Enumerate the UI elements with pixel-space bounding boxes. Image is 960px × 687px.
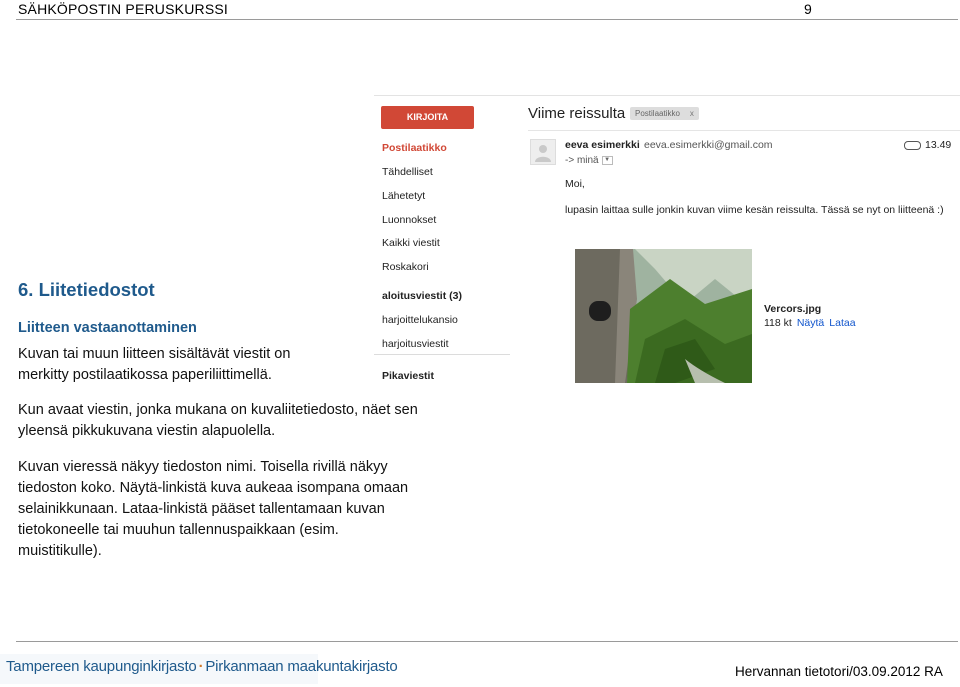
para2-line-1: Kun avaat viestin, jonka mukana on kuvaliitetiedosto, näet sen	[18, 402, 418, 418]
view-link[interactable]: Näytä	[796, 317, 825, 329]
label-remove-icon[interactable]: x	[689, 109, 694, 118]
gmail-screenshot	[374, 95, 960, 385]
logo-text-right: Pirkanmaan maakuntakirjasto	[205, 658, 398, 675]
sender-email: eeva.esimerkki@gmail.com	[644, 139, 773, 151]
para3-line-1: Kuvan vieressä näkyy tiedoston nimi. Toisella rivillä näkyy	[18, 459, 388, 475]
nav-item-sent[interactable]: Lähetetyt	[382, 190, 426, 202]
download-link[interactable]: Lataa	[829, 317, 856, 329]
message-greeting: Moi,	[565, 178, 585, 190]
label-chip[interactable]	[630, 107, 699, 120]
nav-item-harjoitusviestit[interactable]: harjoitusviestit	[382, 338, 449, 350]
nav-item-inbox[interactable]: Postilaatikko	[382, 142, 447, 154]
logo-text-left: Tampereen kaupunginkirjasto	[6, 658, 197, 675]
mountain-photo	[575, 249, 752, 383]
compose-button[interactable]: KIRJOITA	[381, 106, 474, 129]
page-number: 9	[804, 1, 812, 17]
message-time: 13.49	[925, 139, 952, 151]
message-subject: Viime reissulta	[528, 105, 626, 122]
section-subheading: Liitteen vastaanottaminen	[18, 320, 197, 336]
nav-item-chat[interactable]: Pikaviestit	[382, 370, 434, 382]
recipient-line	[565, 155, 613, 166]
nav-item-aloitusviestit[interactable]: aloitusviestit (3)	[382, 290, 462, 302]
details-dropdown-icon[interactable]: ▼	[602, 156, 613, 165]
document-header-title: SÄHKÖPOSTIN PERUSKURSSI	[18, 1, 228, 17]
footer-divider	[16, 641, 958, 642]
nav-item-trash[interactable]: Roskakori	[382, 261, 429, 273]
para3-line-4: tietokoneelle tai muuhun tallennuspaikkaan (esim.	[18, 522, 339, 538]
nav-item-all-mail[interactable]: Kaikki viestit	[382, 237, 440, 249]
intro-line-2: merkitty postilaatikossa paperiliittimellä.	[18, 367, 272, 383]
attachment-filename: Vercors.jpg	[764, 303, 822, 315]
paperclip-icon	[904, 141, 921, 150]
para2-line-2: yleensä pikkukuvana viestin alapuolella.	[18, 423, 276, 439]
sender-name[interactable]: eeva esimerkki	[565, 139, 640, 151]
para3-line-2: tiedoston koko. Näytä-linkistä kuva aukeaa isompana omaan	[18, 480, 409, 496]
sender-avatar	[530, 139, 556, 165]
header-divider	[16, 19, 958, 20]
screenshot-top-border	[374, 95, 960, 96]
intro-line-1: Kuvan tai muun liitteen sisältävät viestit on	[18, 346, 291, 362]
person-icon	[531, 140, 555, 164]
para3-line-3: selainikkunaan. Lataa-linkistä pääset tallentamaan kuvan	[18, 501, 385, 517]
recipient-text: -> minä	[565, 155, 599, 166]
section-title: 6. Liitetiedostot	[18, 279, 155, 300]
message-divider	[528, 130, 960, 131]
logo-separator: ·	[198, 658, 204, 675]
nav-item-drafts[interactable]: Luonnokset	[382, 214, 437, 226]
nav-item-harjoittelukansio[interactable]: harjoittelukansio	[382, 314, 458, 326]
message-body: lupasin laittaa sulle jonkin kuvan viime kesän reissulta. Tässä se nyt on liitteenä :)	[565, 204, 944, 216]
attachment-thumbnail[interactable]	[575, 249, 752, 383]
attachment-meta	[764, 317, 856, 329]
nav-divider	[374, 354, 510, 355]
para3-line-5: muistitikulle).	[18, 543, 102, 559]
library-logo	[6, 658, 398, 675]
footer-info: Hervannan tietotori/03.09.2012 RA	[735, 664, 943, 679]
nav-item-starred[interactable]: Tähdelliset	[382, 166, 433, 178]
attachment-size: 118 kt	[764, 317, 792, 329]
label-chip-text: Postilaatikko	[635, 109, 680, 118]
